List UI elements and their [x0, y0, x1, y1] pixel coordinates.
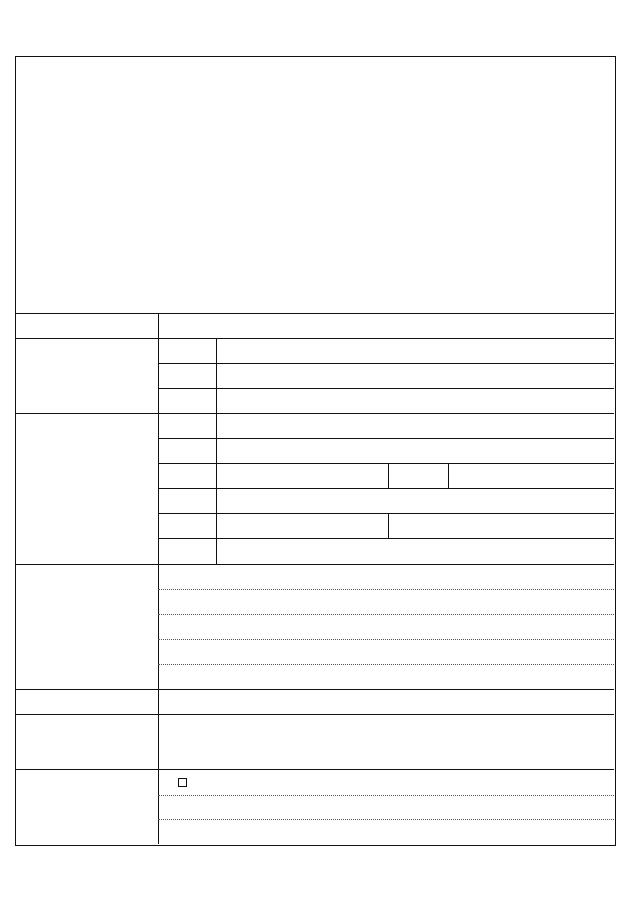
- row-rule-4: [16, 689, 614, 690]
- addressee: [56, 98, 226, 112]
- building-area-label: [392, 469, 446, 483]
- attachment-item: [176, 720, 606, 734]
- area-divider: [388, 463, 389, 488]
- application-form: [15, 56, 616, 846]
- seal-label: [556, 153, 586, 167]
- structure-value: [222, 419, 607, 433]
- record-mark: [296, 287, 336, 301]
- building-area-value: [452, 469, 610, 483]
- area-divider: [388, 513, 389, 538]
- usage-count-value: [222, 695, 607, 709]
- label-column-divider: [158, 313, 159, 844]
- consultation-label: [40, 570, 150, 584]
- date-choice-label: [162, 344, 214, 358]
- sub-row-rule: [158, 538, 614, 539]
- writing-line: [158, 589, 614, 590]
- date-choice-value: [222, 344, 607, 358]
- construction-period-label: [162, 544, 214, 558]
- table-top-rule: [16, 313, 614, 314]
- construction-period-value: [222, 544, 607, 558]
- existing-building-label: [40, 419, 150, 433]
- total-floor-area-label: [162, 519, 214, 533]
- structure-label: [162, 419, 214, 433]
- writing-line: [158, 819, 614, 820]
- intro-text: [36, 235, 606, 275]
- sub-row-rule: [158, 488, 614, 489]
- writing-line: [158, 614, 614, 615]
- site-area-label: [162, 469, 214, 483]
- phone-label: [374, 171, 434, 185]
- sub-row-rule: [158, 463, 614, 464]
- floors-value: [222, 444, 607, 458]
- postal-mark: [376, 113, 396, 127]
- date-line: [436, 67, 611, 81]
- sub-row-rule: [158, 513, 614, 514]
- row-number: [22, 775, 38, 789]
- writing-line: [158, 795, 614, 796]
- row-rule-5: [16, 714, 614, 715]
- row-rule-2: [16, 413, 614, 414]
- sub-row-rule: [158, 388, 614, 389]
- writing-line: [158, 664, 614, 665]
- location-value: [176, 319, 606, 333]
- row-number: [22, 570, 38, 584]
- consent-text-line-2: [194, 800, 609, 814]
- attachments-label: [40, 720, 150, 734]
- location-label: [40, 319, 150, 333]
- row-rule-3: [16, 564, 614, 565]
- row-number: [22, 695, 38, 709]
- sub-row-rule: [158, 438, 614, 439]
- consent-checkbox[interactable]: [178, 778, 187, 787]
- row-number: [22, 319, 38, 333]
- floors-label: [162, 444, 214, 458]
- form-title: [166, 207, 466, 221]
- applicant-label: [304, 139, 364, 153]
- date-choice-label: [162, 394, 214, 408]
- row-number: [22, 344, 38, 358]
- sub-row-rule: [158, 363, 614, 364]
- preferred-dates-label: [40, 344, 150, 358]
- row-number: [22, 419, 38, 433]
- row-number: [22, 720, 38, 734]
- site-area-value: [222, 469, 384, 483]
- date-choice-value: [222, 369, 607, 383]
- area-divider: [448, 463, 449, 488]
- attachment-item: [176, 747, 606, 761]
- total-floor-area-value: [222, 519, 384, 533]
- floor-areas-label: [162, 494, 214, 508]
- consent-text-line-1: [194, 775, 609, 789]
- row-rule-1: [16, 338, 614, 339]
- row-rule-6: [16, 769, 614, 770]
- name-label: [352, 153, 412, 167]
- other-label: [40, 775, 150, 789]
- writing-line: [158, 639, 614, 640]
- usage-count-label: [40, 695, 150, 709]
- date-choice-value: [222, 394, 607, 408]
- date-choice-label: [162, 369, 214, 383]
- sub-label-divider: [216, 338, 217, 413]
- floor-areas-value: [222, 494, 607, 508]
